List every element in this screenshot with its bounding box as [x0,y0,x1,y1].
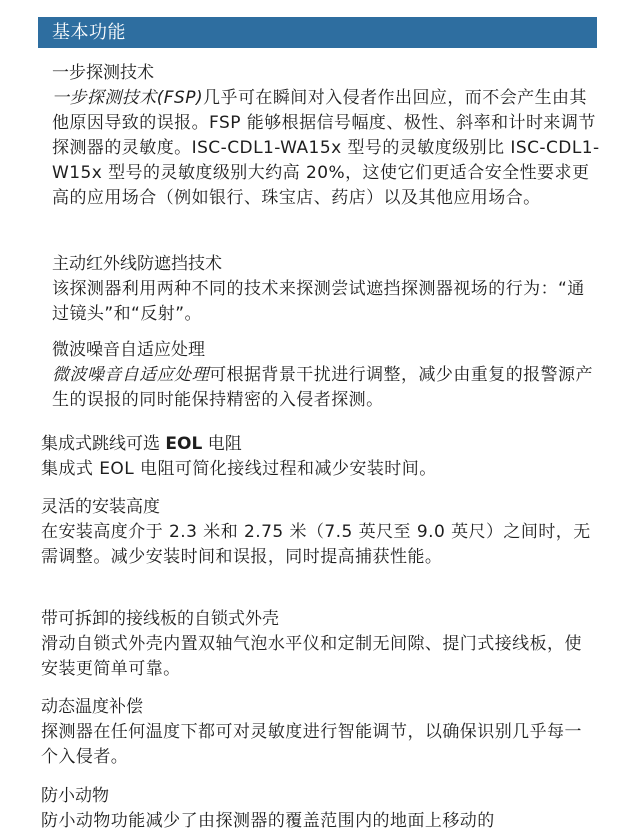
feature-description: 探测器在任何温度下都可对灵敏度进行智能调节，以确保识别几乎每一个入侵者。 [41,722,582,767]
feature-description [52,86,600,211]
feature-enclosure [41,607,599,682]
feature-pet-immunity [41,784,599,834]
feature-description: 集成式 EOL 电阻可简化接线过程和减少安装时间。 [41,459,437,479]
feature-heading: 一步探测技术 [52,63,154,83]
feature-heading: 微波噪音自适应处理 [52,340,205,360]
feature-term: 一步探测技术(FSP) [52,88,204,108]
feature-heading-text-end: 电阻 [202,434,242,454]
feature-description: 防小动物功能减少了由探测器的覆盖范围内的地面上移动的 [41,811,495,831]
feature-temperature [41,695,599,770]
feature-ir-antimask [52,252,600,327]
feature-heading [41,432,599,457]
feature-description-text: 几乎可在瞬间对入侵者作出回应，而不会产生由其他原因导致的误报。FSP 能够根据信号幅度、极性、斜率和计时来调节探测器的灵敏度。ISC-CDL1-WA15x 型号的灵敏度级别比 ISC-CDL1-W15x 型号的灵敏度级别大约高 20%，这使它们更适合安全性要求更高的应用场合（例如银行、珠宝店、药店）以及其他应用场合。 [52,88,600,208]
feature-microwave-noise [52,338,600,413]
feature-heading-text: 集成式跳线可选 [41,434,166,454]
feature-heading-bold: EOL [165,434,203,454]
feature-description: 滑动自锁式外壳内置双轴气泡水平仪和定制无间隙、提门式接线板，使安装更简单可靠。 [41,634,582,679]
feature-term: 微波噪音自适应处理 [52,365,210,385]
feature-heading: 灵活的安装高度 [41,497,160,517]
feature-fsp [52,61,600,211]
feature-description-text: 可根据背景干扰进行调整，减少由重复的报警源产生的误报的同时能保持精密的入侵者探测。 [52,365,593,410]
feature-description: 该探测器利用两种不同的技术来探测尝试遮挡探测器视场的行为：“通过镜头”和“反射”。 [52,279,585,324]
feature-heading: 带可拆卸的接线板的自锁式外壳 [41,609,279,629]
feature-description: 在安装高度介于 2.3 米和 2.75 米（7.5 英尺至 9.0 英尺）之间时，无需调整。减少安装时间和误报，同时提高捕获性能。 [41,522,591,567]
feature-mount-height [41,495,599,570]
feature-heading: 防小动物 [41,786,109,806]
feature-heading: 主动红外线防遮挡技术 [52,254,222,274]
feature-heading: 动态温度补偿 [41,697,143,717]
section-header-bar [38,17,597,48]
section-title: 基本功能 [52,21,126,43]
feature-description [52,363,600,413]
feature-eol-resistor [41,432,599,482]
